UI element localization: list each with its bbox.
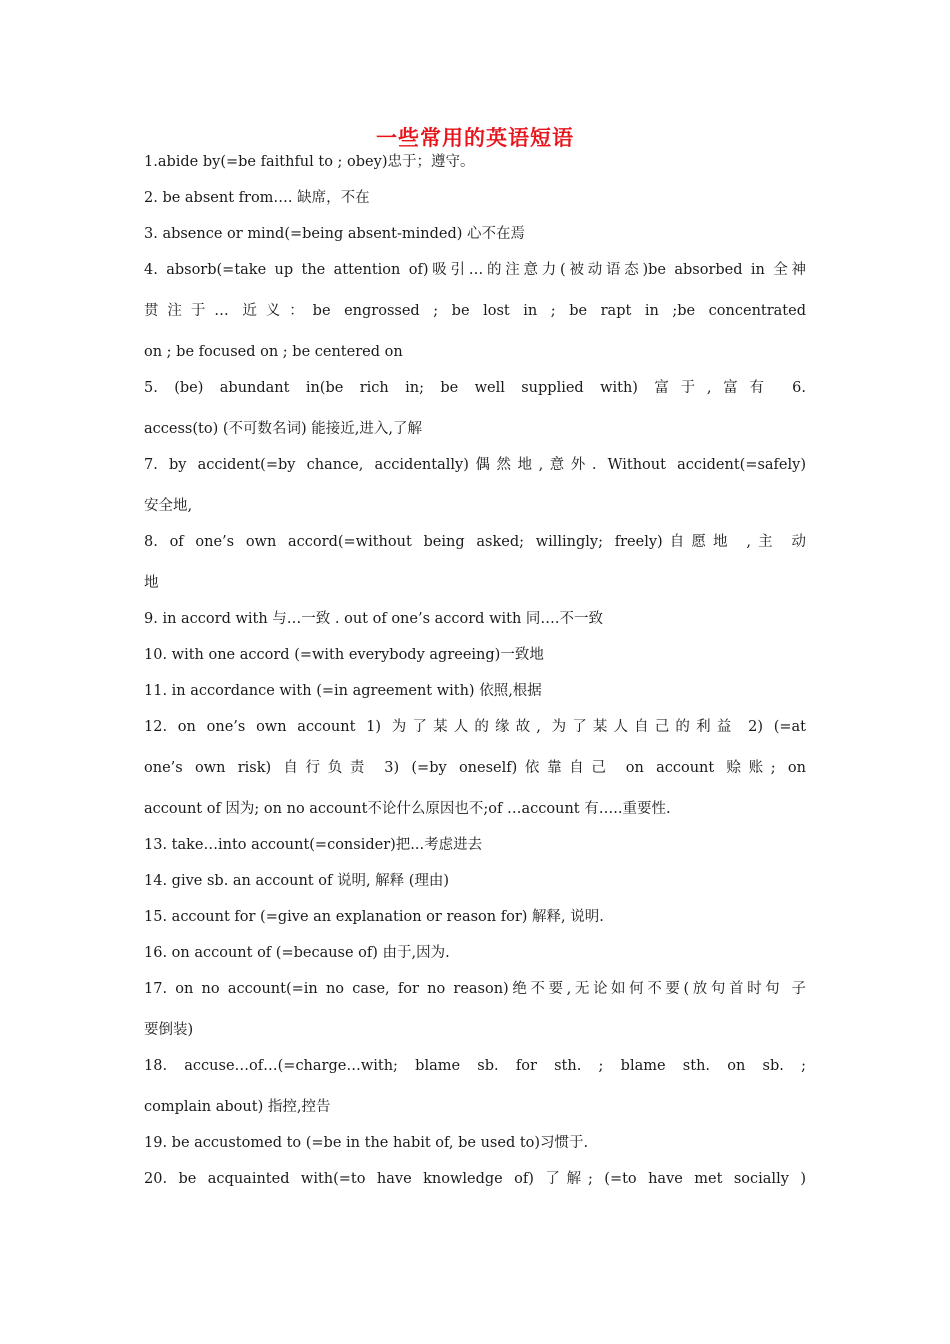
text-line: 15. account for (=give an explanation or reason for) 解释, 说明. (144, 909, 604, 925)
text-line: 4. absorb(=take up the attention of)吸引…的注意力(被动语态)be absorbed in 全神 (144, 262, 806, 278)
text-line: 18. accuse…of…(=charge…with; blame sb. for sth. ; blame sth. on sb. ; (144, 1058, 806, 1074)
text-line: on ; be focused on ; be centered on (144, 344, 403, 360)
text-line: 3. absence or mind(=being absent-minded) 心不在焉 (144, 226, 526, 242)
text-line: 7. by accident(=by chance, accidentally)偶然地,意外. Without accident(=safely) (144, 457, 806, 473)
text-line: 16. on account of (=because of) 由于,因为. (144, 945, 450, 961)
text-line: 20. be acquainted with(=to have knowledge of) 了解; (=to have met socially ) (144, 1171, 806, 1187)
text-line: 12. on one’s own account 1) 为了某人的缘故, 为了某人自己的利益 2) (=at (144, 719, 806, 735)
text-line: 要倒装) (144, 1022, 194, 1038)
text-line: 安全地, (144, 498, 193, 514)
text-line: 14. give sb. an account of 说明, 解释 (理由) (144, 873, 450, 889)
text-line: 5. (be) abundant in(be rich in; be well supplied with) 富于,富有 6. (144, 380, 806, 396)
text-line: 地 (144, 575, 159, 591)
text-line: 1.abide by(=be faithful to ; obey)忠于；遵守。 (144, 154, 475, 170)
text-line: complain about) 指控,控告 (144, 1099, 331, 1115)
document-title: 一些常用的英语短语 (376, 126, 574, 150)
text-line: 8. of one’s own accord(=without being asked; willingly; freely)自愿地 ,主 动 (144, 534, 806, 550)
text-line: 贯注于… 近义：be engrossed ; be lost in ; be rapt in ;be concentrated (144, 303, 806, 319)
text-line: account of 因为; on no account不论什么原因也不;of …account 有…..重要性. (144, 801, 671, 817)
text-line: access(to) (不可数名词) 能接近,进入,了解 (144, 421, 422, 437)
text-line: 17. on no account(=in no case, for no reason)绝不要,无论如何不要(放句首时句 子 (144, 981, 806, 997)
text-line: 13. take…into account(=consider)把...考虑进去 (144, 837, 483, 853)
text-line: 11. in accordance with (=in agreement with) 依照,根据 (144, 683, 542, 699)
text-line: 19. be accustomed to (=be in the habit of, be used to)习惯于. (144, 1135, 589, 1151)
text-line: 9. in accord with 与…一致 . out of one’s accord with 同….不一致 (144, 611, 604, 627)
text-line: one’s own risk) 自行负责 3) (=by oneself)依靠自己 on account 赊账; on (144, 760, 806, 776)
text-line: 10. with one accord (=with everybody agreeing)一致地 (144, 647, 544, 663)
text-line: 2. be absent from…. 缺席，不在 (144, 190, 370, 206)
